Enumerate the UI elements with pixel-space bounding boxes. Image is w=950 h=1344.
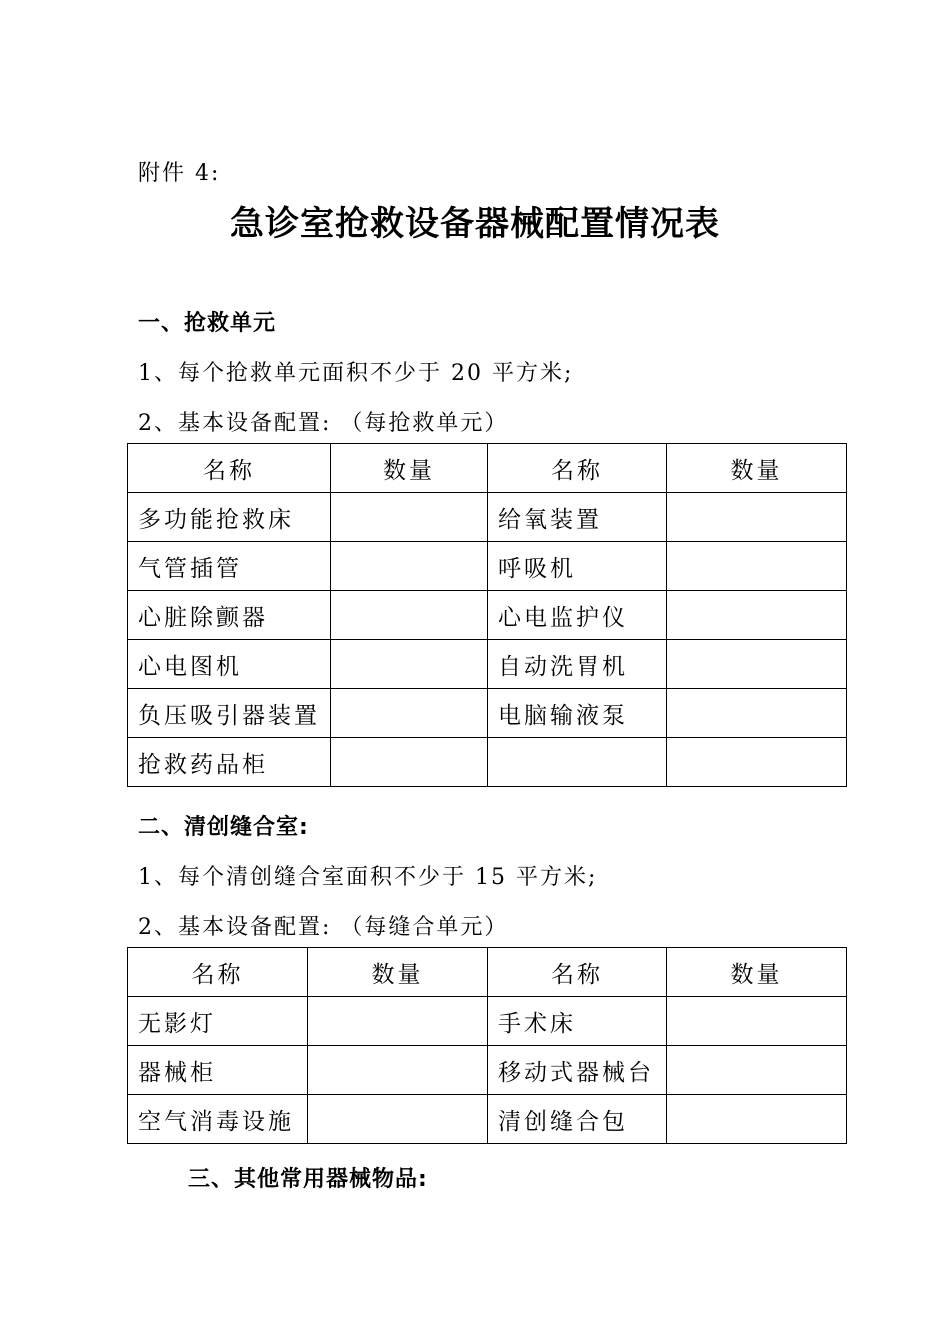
quantity-cell[interactable]	[667, 1095, 847, 1144]
quantity-cell[interactable]	[308, 1046, 488, 1095]
quantity-cell[interactable]	[667, 493, 847, 542]
quantity-cell[interactable]	[667, 1046, 847, 1095]
header-name-2: 名称	[488, 948, 667, 997]
equipment-name: 心脏除颤器	[128, 591, 331, 640]
suture-room-equipment-table	[127, 947, 847, 1144]
equipment-name: 呼吸机	[488, 542, 667, 591]
section2-heading: 二、清创缝合室:	[138, 815, 309, 840]
equipment-name: 心电监护仪	[488, 591, 667, 640]
equipment-name	[488, 738, 667, 787]
equipment-name: 抢救药品柜	[128, 738, 331, 787]
header-quantity-2: 数量	[667, 444, 847, 493]
header-quantity-1: 数量	[331, 444, 488, 493]
equipment-name: 手术床	[488, 997, 667, 1046]
equipment-name: 心电图机	[128, 640, 331, 689]
equipment-name: 负压吸引器装置	[128, 689, 331, 738]
equipment-name: 给氧装置	[488, 493, 667, 542]
table-row	[128, 591, 847, 640]
quantity-cell[interactable]	[667, 738, 847, 787]
section2-equipment-intro: 2、基本设备配置: （每缝合单元）	[138, 915, 509, 940]
quantity-cell[interactable]	[667, 997, 847, 1046]
attachment-label: 附件 4:	[138, 161, 221, 186]
equipment-name: 无影灯	[128, 997, 308, 1046]
table-row	[128, 542, 847, 591]
table-header-row	[128, 444, 847, 493]
equipment-name: 多功能抢救床	[128, 493, 331, 542]
quantity-cell[interactable]	[331, 738, 488, 787]
quantity-cell[interactable]	[667, 640, 847, 689]
document-title: 急诊室抢救设备器械配置情况表	[230, 204, 720, 244]
section3-heading: 三、其他常用器械物品:	[188, 1167, 428, 1192]
equipment-name: 自动洗胃机	[488, 640, 667, 689]
quantity-cell[interactable]	[667, 542, 847, 591]
quantity-cell[interactable]	[667, 591, 847, 640]
equipment-name: 空气消毒设施	[128, 1095, 308, 1144]
table-row	[128, 640, 847, 689]
quantity-cell[interactable]	[331, 542, 488, 591]
header-name-2: 名称	[488, 444, 667, 493]
equipment-name: 气管插管	[128, 542, 331, 591]
equipment-name: 电脑输液泵	[488, 689, 667, 738]
table-row	[128, 1095, 847, 1144]
header-name-1: 名称	[128, 444, 331, 493]
equipment-name: 移动式器械台	[488, 1046, 667, 1095]
equipment-name: 清创缝合包	[488, 1095, 667, 1144]
table-row	[128, 997, 847, 1046]
section1-equipment-intro: 2、基本设备配置: （每抢救单元）	[138, 411, 509, 436]
quantity-cell[interactable]	[667, 689, 847, 738]
header-name-1: 名称	[128, 948, 308, 997]
quantity-cell[interactable]	[331, 640, 488, 689]
table-row	[128, 738, 847, 787]
quantity-cell[interactable]	[331, 493, 488, 542]
table-row	[128, 493, 847, 542]
header-quantity-2: 数量	[667, 948, 847, 997]
header-quantity-1: 数量	[308, 948, 488, 997]
section1-heading: 一、抢救单元	[138, 311, 277, 336]
section2-area-requirement: 1、每个清创缝合室面积不少于 15 平方米;	[138, 865, 598, 890]
table-row	[128, 689, 847, 738]
quantity-cell[interactable]	[308, 1095, 488, 1144]
quantity-cell[interactable]	[331, 689, 488, 738]
section1-area-requirement: 1、每个抢救单元面积不少于 20 平方米;	[138, 361, 574, 386]
table-header-row	[128, 948, 847, 997]
equipment-name: 器械柜	[128, 1046, 308, 1095]
rescue-unit-equipment-table	[127, 443, 847, 787]
quantity-cell[interactable]	[331, 591, 488, 640]
quantity-cell[interactable]	[308, 997, 488, 1046]
table-row	[128, 1046, 847, 1095]
